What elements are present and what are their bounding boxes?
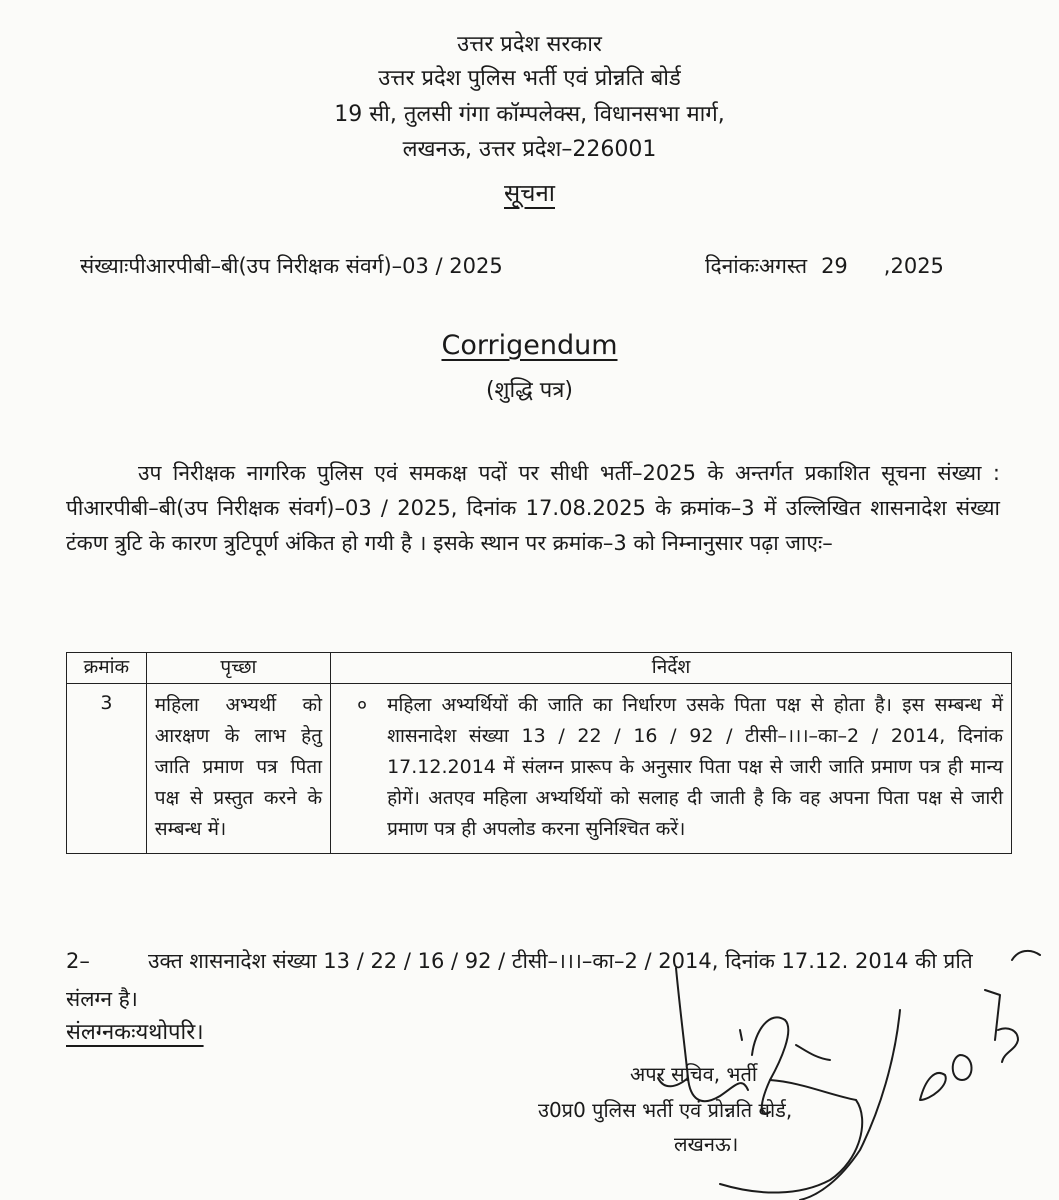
corrigendum-title: Corrigendum — [441, 330, 618, 361]
date-day: 29 — [821, 254, 848, 278]
point-2-number: 2– — [66, 949, 90, 973]
date-year: ,2025 — [883, 254, 944, 278]
header-government: उत्तर प्रदेश सरकार — [457, 32, 602, 57]
point-2 — [66, 942, 1006, 1018]
bullet-icon: ० — [357, 694, 367, 716]
reference-number: संख्याःपीआरपीबी–बी(उप निरीक्षक संवर्ग)–03 / 2025 — [80, 254, 503, 278]
header-address: 19 सी, तुलसी गंगा कॉम्पलेक्स, विधानसभा मार्ग, — [334, 102, 725, 127]
col-header-instruction: निर्देश — [331, 653, 1012, 684]
date-label: दिनांकःअगस्त — [705, 254, 808, 278]
signatory-org: उ0प्र0 पुलिस भर्ती एवं प्रोन्नति बोर्ड, — [538, 1098, 793, 1122]
cell-instruction — [331, 684, 1012, 854]
cell-sno: 3 — [67, 684, 147, 854]
notice-title: सूचना — [504, 179, 555, 207]
point-2-text: उक्त शासनादेश संख्या 13 / 22 / 16 / 92 / टीसी–।।।–का–2 / 2014, दिनांक 17.12. 2014 की प्रति संलग्न है। — [66, 949, 973, 1011]
col-header-query: पृच्छा — [146, 653, 330, 684]
header-city: लखनऊ, उत्तर प्रदेश–226001 — [402, 137, 657, 162]
enclosure-note: संलग्नकःयथोपरि। — [66, 1020, 204, 1045]
header-board-name: उत्तर प्रदेश पुलिस भर्ती एवं प्रोन्नति बोर्ड — [378, 66, 681, 91]
reference-date — [705, 252, 944, 280]
table-row — [67, 684, 1012, 854]
body-paragraph: उप निरीक्षक नागरिक पुलिस एवं समकक्ष पदों पर सीधी भर्ती–2025 के अन्तर्गत प्रकाशित सूचना संख्या : पीआरपीबी–बी(उप निरीक्षक संवर्ग)–03 / 2025, दिनांक 17.08.2025 के क्रमांक–3 में उल्लिखित शासनादेश संख्या टंकण त्रुटि के कारण त्रुटिपूर्ण अंकित हो गयी है । इसके स्थान पर क्रमांक–3 को निम्नानुसार पढ़ा जाएः– — [66, 461, 1000, 555]
corrigendum-subtitle: (शुद्धि पत्र) — [485, 378, 574, 403]
instruction-text: महिला अभ्यर्थियों की जाति का निर्धारण उसके पिता पक्ष से होता है। इस सम्बन्ध में शासनादेश संख्या 13 / 22 / 16 / 92 / टीसी–।।।–का–2 / 2014, दिनांक 17.12.2014 में संलग्न प्रारूप के अनुसार पिता पक्ष से जारी जाति प्रमाण पत्र ही मान्य होगें। अतएव महिला अभ्यर्थियों को सलाह दी जाती है कि वह अपना पिता पक्ष से जारी प्रमाण पत्र ही अपलोड करना सुनिश्चित करें। — [387, 694, 1003, 840]
signatory-place: लखनऊ। — [674, 1132, 739, 1156]
cell-query: महिला अभ्यर्थी को आरक्षण के लाभ हेतु जाति प्रमाण पत्र पिता पक्ष से प्रस्तुत करने के सम्बन्ध में। — [146, 684, 330, 854]
signatory-title: अपर सचिव, भर्ती — [630, 1062, 758, 1086]
col-header-sno: क्रमांक — [67, 653, 147, 684]
table-header-row — [67, 653, 1012, 684]
corrigendum-table — [66, 652, 1012, 854]
